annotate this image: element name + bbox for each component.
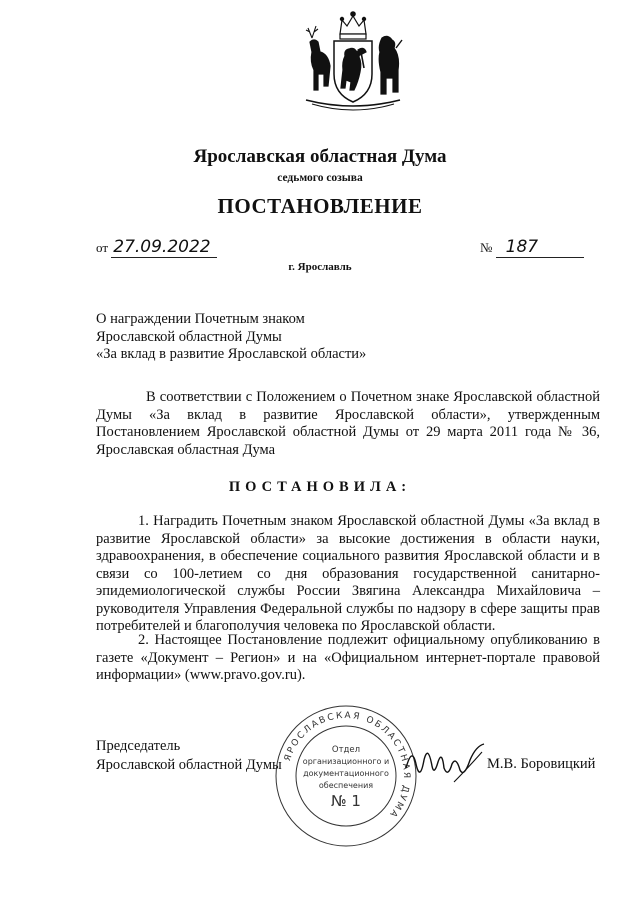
date-prefix: от xyxy=(96,240,109,255)
org-subtitle: седьмого созыва xyxy=(277,172,363,184)
subject-line: Ярославской областной Думы xyxy=(96,328,282,345)
official-stamp xyxy=(272,702,420,850)
preamble-paragraph: В соответствии с Положением о Почетном знаке Ярославской областной Думы «За вклад в развитие Ярославской области», утвержденным Постановлением Ярославской областной Думы от 29 марта 2011 года № 36, Ярославская областная Дума xyxy=(96,389,600,458)
subject-block xyxy=(96,311,456,364)
yaroslavl-coat-of-arms-icon xyxy=(298,8,408,116)
number-value: 187 xyxy=(496,237,584,258)
stamp-line: обеспечения xyxy=(318,781,374,790)
handwritten-signature xyxy=(404,738,488,788)
city: г. Ярославль xyxy=(288,261,352,273)
date-row xyxy=(96,237,217,258)
stamp-number: № 1 xyxy=(331,792,361,810)
stamp-line: документационного xyxy=(303,769,389,778)
stamp-ring-text: ЯРОСЛАВСКАЯ ОБЛАСТНАЯ ДУМА xyxy=(283,710,412,820)
subject-line: «За вклад в развитие Ярославской области» xyxy=(96,346,367,362)
decree-item-1: 1. Наградить Почетным знаком Ярославской областной Думы «За вклад в развитие Ярославской области» за высокие достижения в области науки, здравоохранения, в обеспечение социального развития Ярославской области и в связи со 100-летием со дня образования государственной санитарно-эпидемиологической службы России Звягина Александра Михайловича – руководителя Управления Федеральной службы по надзору в сфере защиты прав потребителей и благополучия человека по Ярославской области. xyxy=(96,513,600,634)
signatory-position xyxy=(96,737,282,775)
position-line: Ярославской областной Думы xyxy=(96,757,282,773)
decree-heading: ПОСТАНОВИЛА: xyxy=(228,479,412,495)
org-title: Ярославская областная Дума xyxy=(193,146,447,167)
position-line: Председатель xyxy=(96,738,181,754)
document-type: ПОСТАНОВЛЕНИЕ xyxy=(217,194,423,218)
subject-line: О награждении Почетным знаком xyxy=(96,311,305,327)
decree-item-2: 2. Настоящее Постановление подлежит официальному опубликованию в газете «Документ – Регион» и на «Официальном интернет-портале правовой информации» (www.pravo.gov.ru). xyxy=(96,632,600,683)
stamp-line: организационного и xyxy=(302,757,390,766)
date-value: 27.09.2022 xyxy=(111,237,217,258)
signatory-name: М.В. Боровицкий xyxy=(487,756,596,772)
stamp-line: Отдел xyxy=(331,745,361,755)
number-row xyxy=(480,237,584,258)
number-prefix: № xyxy=(480,240,493,255)
